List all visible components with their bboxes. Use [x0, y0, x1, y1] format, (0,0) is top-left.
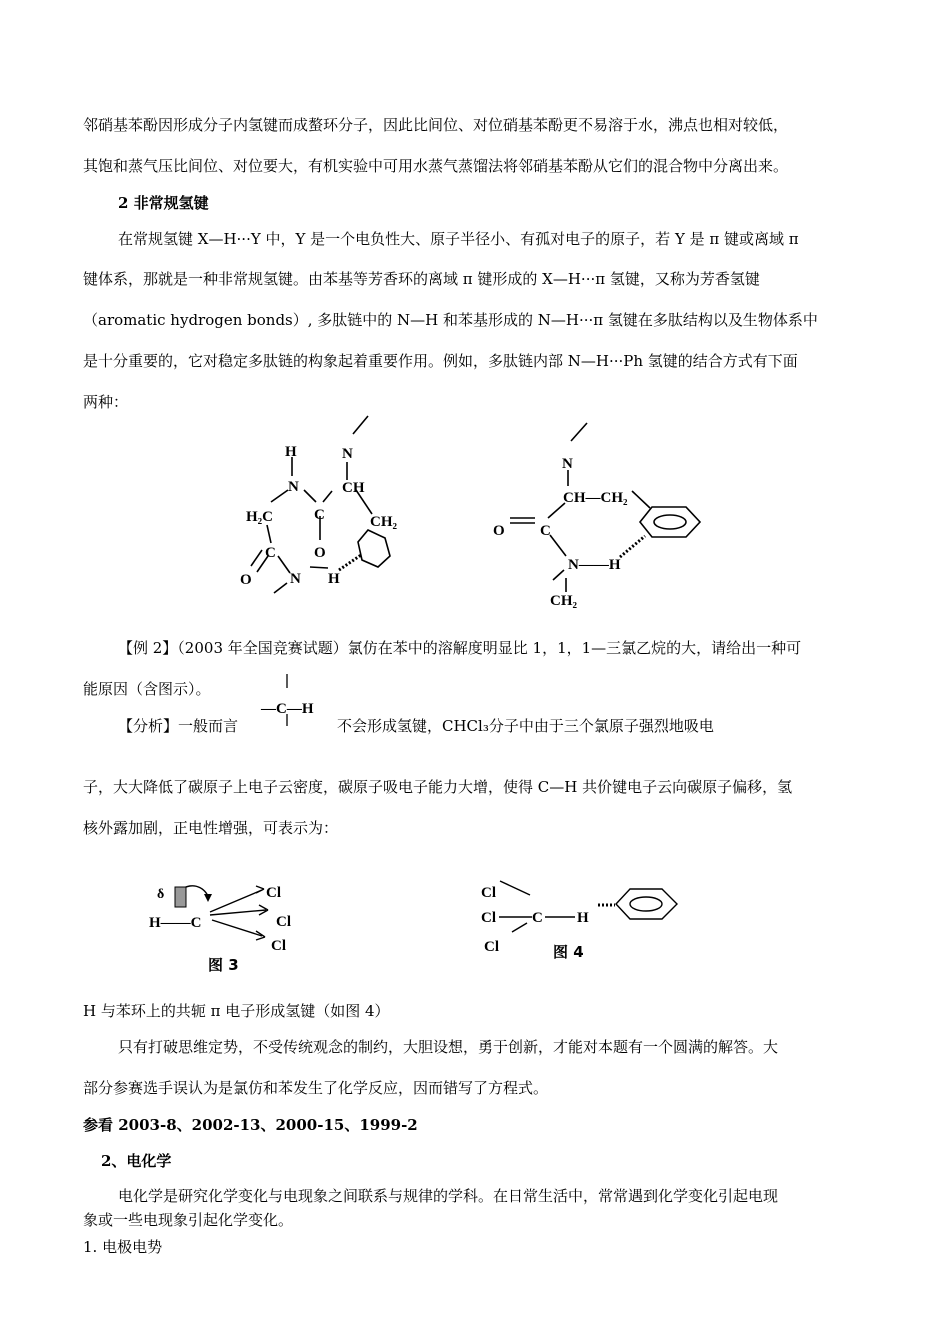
label-CH2: CH₂ [550, 593, 577, 609]
inline-c-h-structure [260, 674, 314, 726]
figure-3 [149, 885, 291, 974]
paragraph-line: 键体系，那就是一种非常规氢键。由苯基等芳香环的离域 π 键形成的 X—H···π 氢键，又称为芳香氢键 [83, 270, 760, 288]
figure-caption: 图 3 [208, 956, 239, 974]
figure-caption: 图 4 [553, 943, 584, 961]
label-CH: CH [342, 480, 365, 496]
label-C: C [265, 545, 276, 561]
label-h-c: H——C [149, 915, 202, 931]
label-N-H: N——H [568, 557, 621, 573]
label-H: H [328, 571, 340, 587]
label-cl: Cl [481, 885, 496, 901]
paragraph-line: 子，大大降低了碳原子上电子云密度，碳原子吸电子能力大增，使得 C—H 共价键电子云向碳原子偏移，氢 [83, 778, 793, 796]
paragraph-line: 是十分重要的，它对稳定多肽链的构象起着重要作用。例如，多肽链内部 N—H···Ph 氢键的结合方式有下面 [83, 352, 798, 370]
label-C: C [540, 523, 551, 539]
label-cl: Cl [266, 885, 281, 901]
label-N: N [288, 479, 299, 495]
paragraph-line: （aromatic hydrogen bonds）, 多肽链中的 N—H 和苯基形成的 N—H···π 氢键在多肽结构以及生物体系中 [83, 311, 818, 329]
label-N: N [562, 456, 573, 472]
label-O: O [240, 572, 252, 588]
label-C: C [314, 507, 325, 523]
label-H: H [285, 444, 297, 460]
paragraph-line: 部分参赛选手误认为是氯仿和苯发生了化学反应，因而错写了方程式。 [83, 1079, 549, 1097]
label-c: C [532, 910, 543, 926]
paragraph-line: 在常规氢键 X—H···Y 中，Y 是一个电负性大、原子半径小、有孤对电子的原子，若 Y 是 π 键或离域 π [118, 230, 799, 248]
peptide-structure-1-labels [240, 444, 398, 588]
paragraph-line: 电化学是研究化学变化与电现象之间联系与规律的学科。在日常生活中，常常遇到化学变化引起电现 [118, 1187, 779, 1205]
paragraph-line: 只有打破思维定势，不受传统观念的制约，大胆设想，勇于创新，才能对本题有一个圆满的解答。大 [118, 1038, 779, 1056]
label-cl: Cl [484, 939, 499, 955]
section-heading: 2、电化学 [101, 1152, 172, 1170]
label-N: N [290, 571, 301, 587]
example-line: 能原因（含图示）。 [83, 680, 211, 698]
paragraph-line: 象或一些电现象引起化学变化。 [83, 1211, 294, 1229]
label-h: H [577, 910, 589, 926]
reference-line: 参看 2003-8、2002-13、2000-15、1999-2 [83, 1116, 418, 1134]
label-N: N [342, 446, 353, 462]
paragraph-line: H 与苯环上的共轭 π 电子形成氢键（如图 4） [83, 1002, 390, 1020]
section-heading: 2 非常规氢键 [118, 194, 209, 212]
label-cl: Cl [481, 910, 496, 926]
paragraph-line: 其饱和蒸气压比间位、对位要大，有机实验中可用水蒸气蒸馏法将邻硝基苯酚从它们的混合物中分离出来。 [83, 157, 789, 175]
paragraph-line: 邻硝基苯酚因形成分子内氢键而成螯环分子，因此比间位、对位硝基苯酚更不易溶于水，沸点也相对较低， [83, 116, 789, 134]
figure-4 [481, 881, 677, 961]
analysis-line-start: 【分析】一般而言 [118, 717, 239, 735]
subsection-heading: 1. 电极电势 [83, 1238, 163, 1256]
label-cl: Cl [276, 914, 291, 930]
label-CH-CH2: CH—CH₂ [563, 490, 628, 506]
label-O: O [314, 545, 326, 561]
delta-label: δ [157, 887, 165, 902]
label-c-h: —C—H [261, 701, 314, 717]
label-O: O [493, 523, 505, 539]
paragraph-line: 两种： [83, 393, 129, 411]
analysis-line-end: 不会形成氢键，CHCl₃分子中由于三个氯原子强烈地吸电 [337, 717, 714, 735]
paragraph-line: 核外露加剧，正电性增强，可表示为： [83, 819, 339, 837]
peptide-structure-1 [251, 416, 390, 593]
peptide-structure-2-labels [493, 456, 628, 609]
label-H2C: H₂C [246, 509, 273, 525]
label-CH2: CH₂ [370, 514, 397, 530]
label-cl: Cl [271, 938, 286, 954]
example-line: 【例 2】（2003 年全国竞赛试题）氯仿在苯中的溶解度明显比 1，1，1—三氯乙烷的大，请给出一种可 [118, 639, 802, 657]
